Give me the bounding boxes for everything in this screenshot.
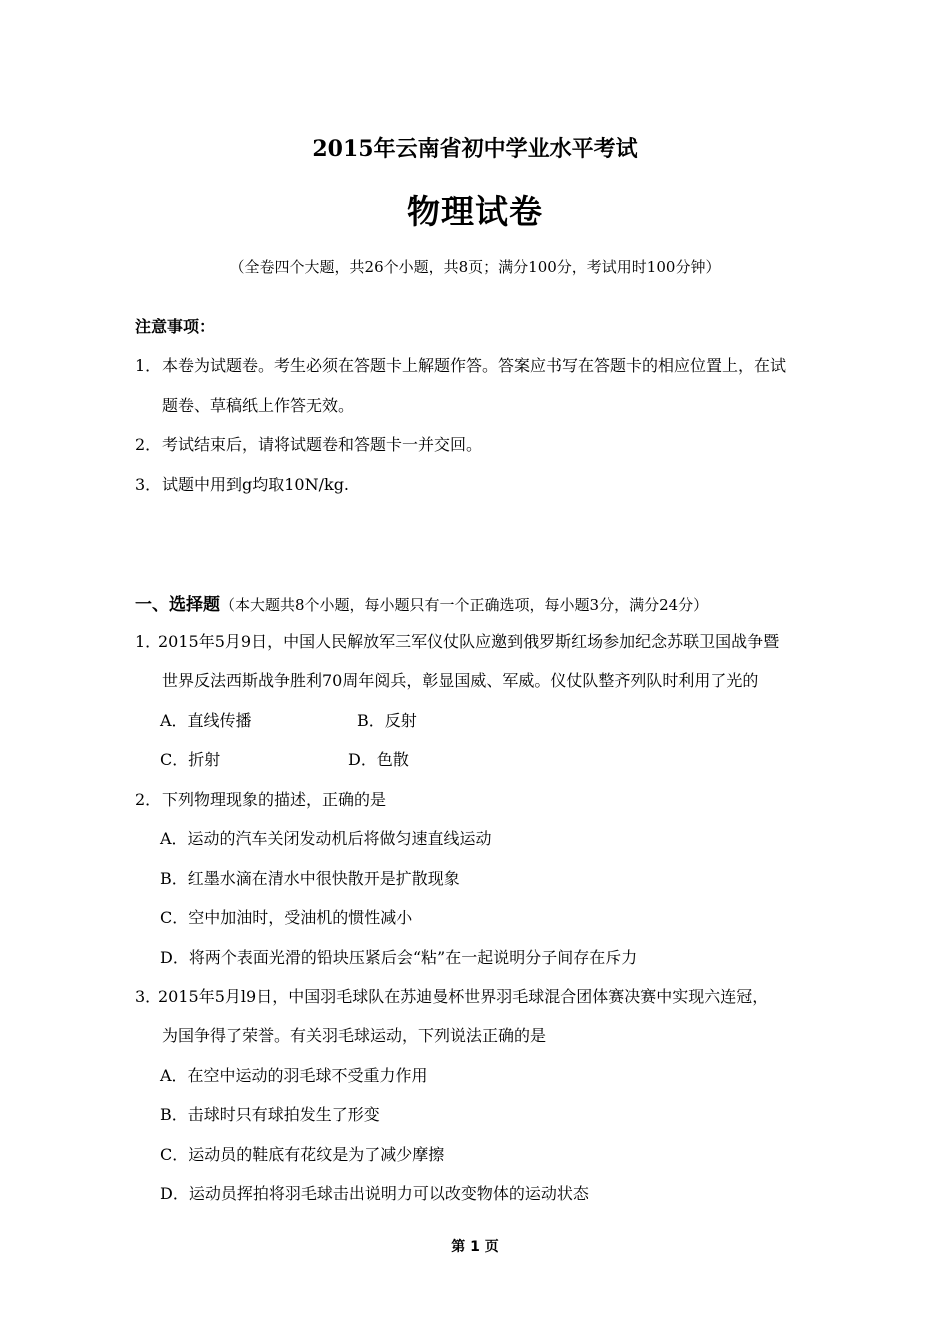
- question-text: 下列物理现象的描述，正确的是: [162, 790, 387, 809]
- option-b: B．击球时只有球拍发生了形变: [160, 1105, 380, 1124]
- option-b: B．红墨水滴在清水中很快散开是扩散现象: [160, 869, 460, 888]
- option-d: D．运动员挥拍将羽毛球击出说明力可以改变物体的运动状态: [160, 1184, 589, 1203]
- exam-title: 2015年云南省初中学业水平考试: [312, 136, 638, 162]
- question-text: 2015年5月l9日，中国羽毛球队在苏迪曼杯世界羽毛球混合团体赛决赛中实现六连冠，: [158, 987, 769, 1006]
- question-number: 1．: [135, 632, 162, 651]
- exam-info: （全卷四个大题，共26个小题，共8页；满分100分，考试用时100分钟）: [229, 258, 721, 276]
- question-number: 2．: [135, 790, 162, 809]
- option-d: D．将两个表面光滑的铅块压紧后会“粘”在一起说明分子间存在斥力: [160, 948, 638, 967]
- option-d: D．色散: [348, 750, 409, 769]
- note-number: 1．: [135, 356, 162, 375]
- note-text: 考试结束后，请将试题卷和答题卡一并交回。: [162, 435, 483, 454]
- question-text: 2015年5月9日，中国人民解放军三军仪仗队应邀到俄罗斯红场参加纪念苏联卫国战争暨: [158, 632, 780, 651]
- option-a: A．运动的汽车关闭发动机后将做匀速直线运动: [160, 829, 492, 848]
- section-header: [135, 590, 708, 615]
- note-text: 本卷为试题卷。考生必须在答题卡上解题作答。答案应书写在答题卡的相应位置上，在试: [162, 356, 787, 375]
- option-c: C．空中加油时，受油机的惯性减小: [160, 908, 413, 927]
- option-c: C．运动员的鞋底有花纹是为了减少摩擦: [160, 1145, 445, 1164]
- option-c: C．折射: [160, 750, 221, 769]
- section-title: 一、选择题: [135, 595, 220, 615]
- note-text: 题卷、草稿纸上作答无效。: [162, 396, 355, 415]
- option-b: B．反射: [357, 711, 417, 730]
- question-text: 世界反法西斯战争胜利70周年阅兵，彰显国威、军威。仪仗队整齐列队时利用了光的: [162, 671, 759, 690]
- option-a: A．在空中运动的羽毛球不受重力作用: [160, 1066, 428, 1085]
- note-number: 3．: [135, 475, 162, 494]
- section-note: （本大题共8个小题，每小题只有一个正确选项，每小题3分，满分24分）: [220, 596, 709, 614]
- note-number: 2．: [135, 435, 162, 454]
- subject-title: 物理试卷: [407, 192, 543, 231]
- note-text: 试题中用到g均取10N/kg.: [162, 475, 350, 494]
- notes-heading: 注意事项：: [135, 317, 216, 336]
- question-text: 为国争得了荣誉。有关羽毛球运动，下列说法正确的是: [162, 1026, 547, 1045]
- question-number: 3．: [135, 987, 162, 1006]
- option-a: A．直线传播: [160, 711, 252, 730]
- page-number: 第 1 页: [451, 1239, 499, 1255]
